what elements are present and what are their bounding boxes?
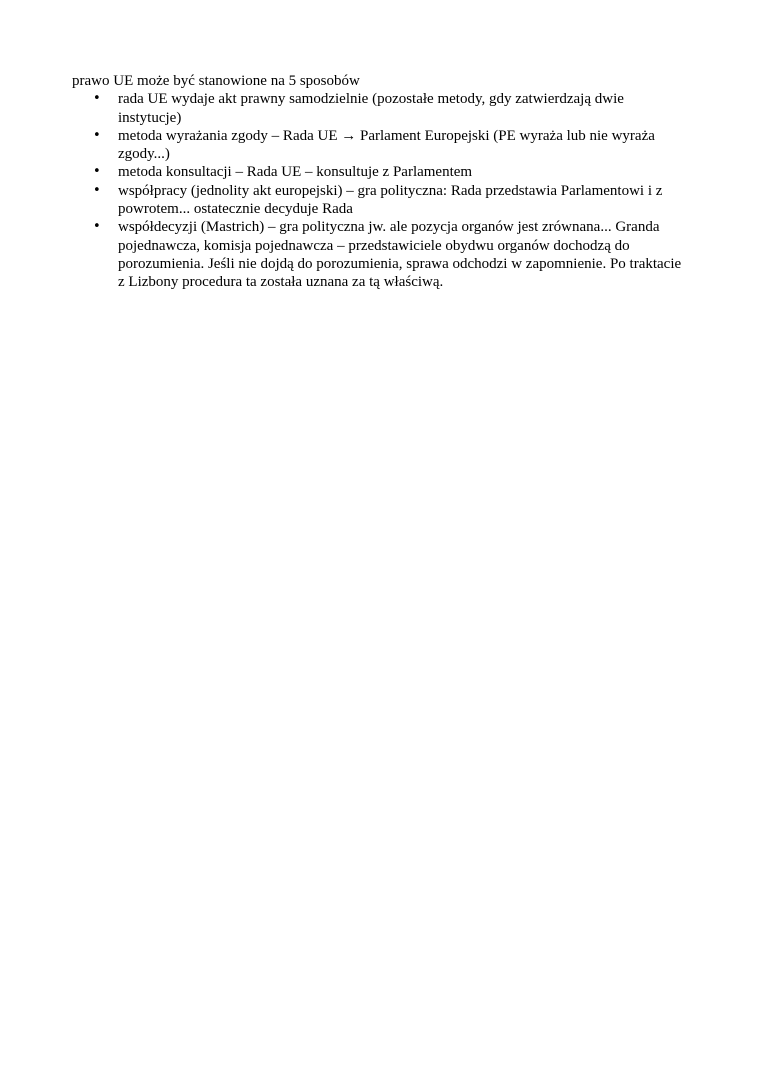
bullet-icon: •	[93, 182, 101, 198]
bullet-list	[72, 90, 688, 291]
list-item	[72, 218, 688, 291]
list-item-text: współpracy (jednolity akt europejski) – gra polityczna: Rada przedstawia Parlamentowi i z powrotem... ostatecznie decyduje Rada	[118, 182, 663, 218]
list-item	[72, 90, 688, 127]
bullet-icon: •	[93, 164, 101, 180]
list-item-text: metoda wyrażania zgody – Rada UE → Parlament Europejski (PE wyraża lub nie wyraża zgody...)	[118, 127, 655, 163]
list-item	[72, 182, 688, 219]
document-body	[72, 72, 688, 292]
bullet-icon: •	[93, 219, 101, 235]
list-item	[72, 127, 688, 164]
list-item-text: metoda konsultacji – Rada UE – konsultuje z Parlamentem	[118, 164, 473, 181]
bullet-icon: •	[93, 91, 101, 107]
intro-line: prawo UE może być stanowione na 5 sposobów	[72, 73, 360, 89]
list-item-text: rada UE wydaje akt prawny samodzielnie (pozostałe metody, gdy zatwierdzają dwie instytucje)	[118, 91, 624, 126]
bullet-icon: •	[93, 127, 101, 143]
list-item	[72, 163, 688, 181]
list-item-text: współdecyzji (Mastrich) – gra polityczna jw. ale pozycja organów jest zrównana... Granda pojednawcza, komisja pojednawcza – przedstawiciele obydwu organów dochodzą do porozumienia. Jeśli nie dojdą do porozumienia, sprawa odchodzi w zapomnienie. Po traktacie z Lizbony procedura ta została uznana za tą właściwą.	[118, 219, 682, 291]
